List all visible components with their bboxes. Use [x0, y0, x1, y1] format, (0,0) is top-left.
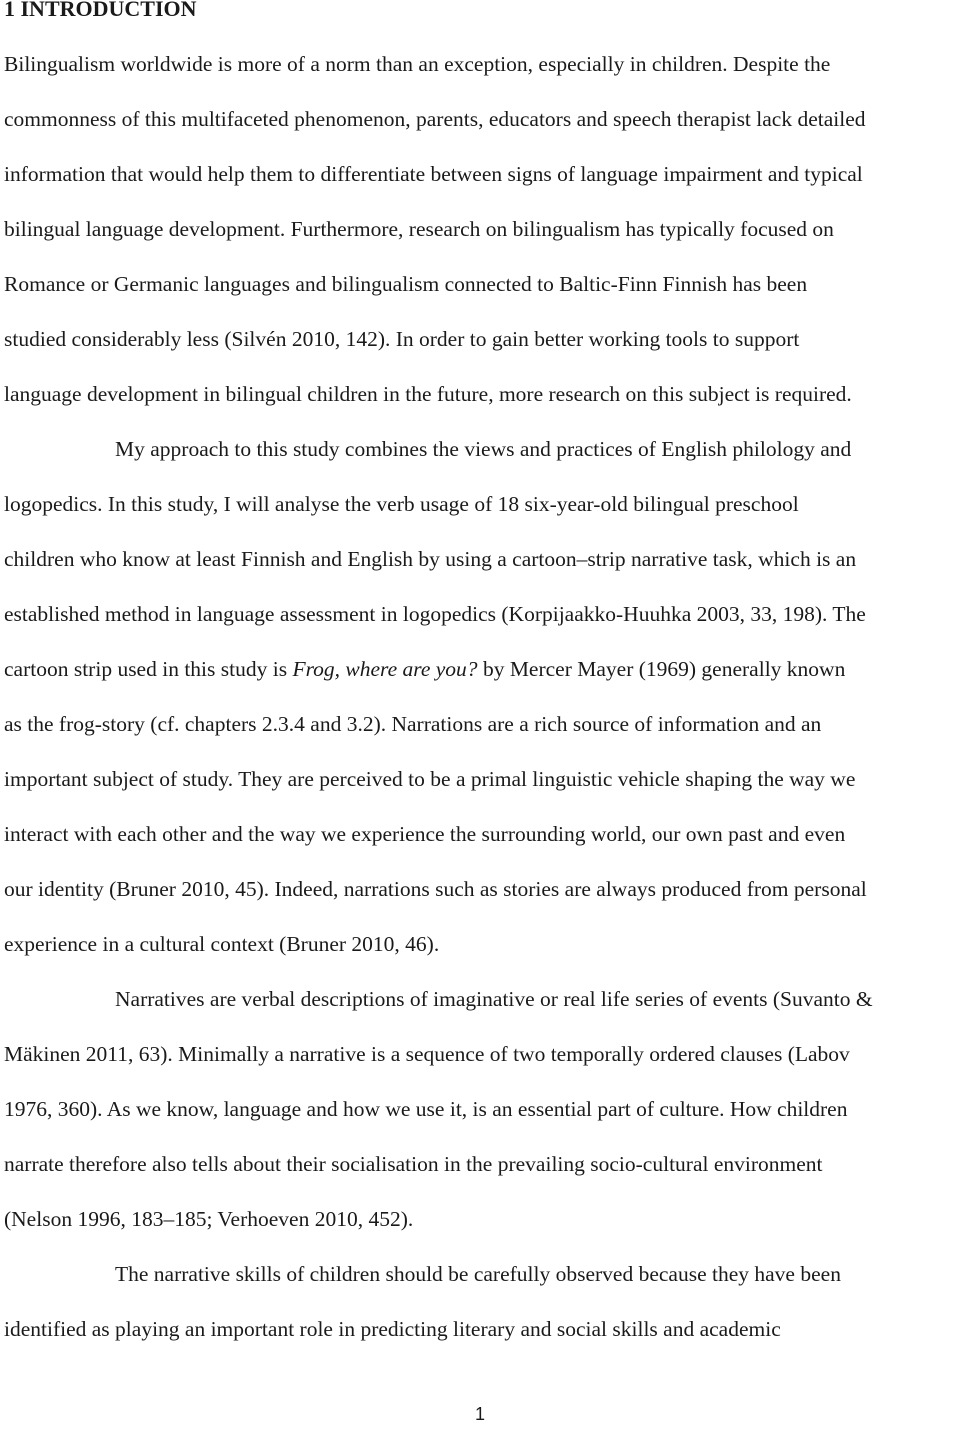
body-line: children who know at least Finnish and English by using a cartoon–strip narrative task, which is an [4, 547, 857, 571]
paragraph-first-line: The narrative skills of children should be carefully observed because they have been [115, 1262, 841, 1286]
body-line: Bilingualism worldwide is more of a norm than an exception, especially in children. Despite the [4, 52, 831, 76]
body-line: interact with each other and the way we experience the surrounding world, our own past and even [4, 822, 846, 846]
body-line: identified as playing an important role in predicting literary and social skills and academic [4, 1317, 781, 1341]
body-line: (Nelson 1996, 183–185; Verhoeven 2010, 452). [4, 1207, 414, 1231]
body-line: bilingual language development. Furthermore, research on bilingualism has typically focused on [4, 217, 834, 241]
book-title: Frog, where are you? [292, 657, 478, 681]
body-line: studied considerably less (Silvén 2010, 142). In order to gain better working tools to support [4, 327, 800, 351]
body-line: established method in language assessment in logopedics (Korpijaakko-Huuhka 2003, 33, 198). The [4, 602, 866, 626]
line-text: cartoon strip used in this study is [4, 657, 293, 681]
body-line: information that would help them to differentiate between signs of language impairment and typical [4, 162, 863, 186]
body-line: Romance or Germanic languages and bilingualism connected to Baltic-Finn Finnish has been [4, 272, 808, 296]
body-line: experience in a cultural context (Bruner 2010, 46). [4, 932, 440, 956]
body-line: Mäkinen 2011, 63). Minimally a narrative is a sequence of two temporally ordered clauses (Labov [4, 1042, 850, 1066]
page-number: 1 [474, 1404, 485, 1424]
body-line: as the frog-story (cf. chapters 2.3.4 and 3.2). Narrations are a rich source of information and an [4, 712, 822, 736]
section-heading: 1 INTRODUCTION [4, 0, 197, 21]
body-line: commonness of this multifaceted phenomenon, parents, educators and speech therapist lack detailed [4, 107, 866, 131]
body-line: narrate therefore also tells about their socialisation in the prevailing socio-cultural environment [4, 1152, 823, 1176]
body-line: 1976, 360). As we know, language and how we use it, is an essential part of culture. How children [4, 1097, 848, 1121]
line-text: by Mercer Mayer (1969) generally known [477, 657, 846, 681]
body-line: our identity (Bruner 2010, 45). Indeed, narrations such as stories are always produced from personal [4, 877, 867, 901]
body-line [4, 652, 959, 686]
body-line: language development in bilingual children in the future, more research on this subject is required. [4, 382, 852, 406]
paragraph-first-line: Narratives are verbal descriptions of imaginative or real life series of events (Suvanto & [115, 987, 873, 1011]
body-line: important subject of study. They are perceived to be a primal linguistic vehicle shaping the way we [4, 767, 856, 791]
paragraph-first-line: My approach to this study combines the views and practices of English philology and [115, 437, 852, 461]
body-line: logopedics. In this study, I will analyse the verb usage of 18 six-year-old bilingual preschool [4, 492, 799, 516]
